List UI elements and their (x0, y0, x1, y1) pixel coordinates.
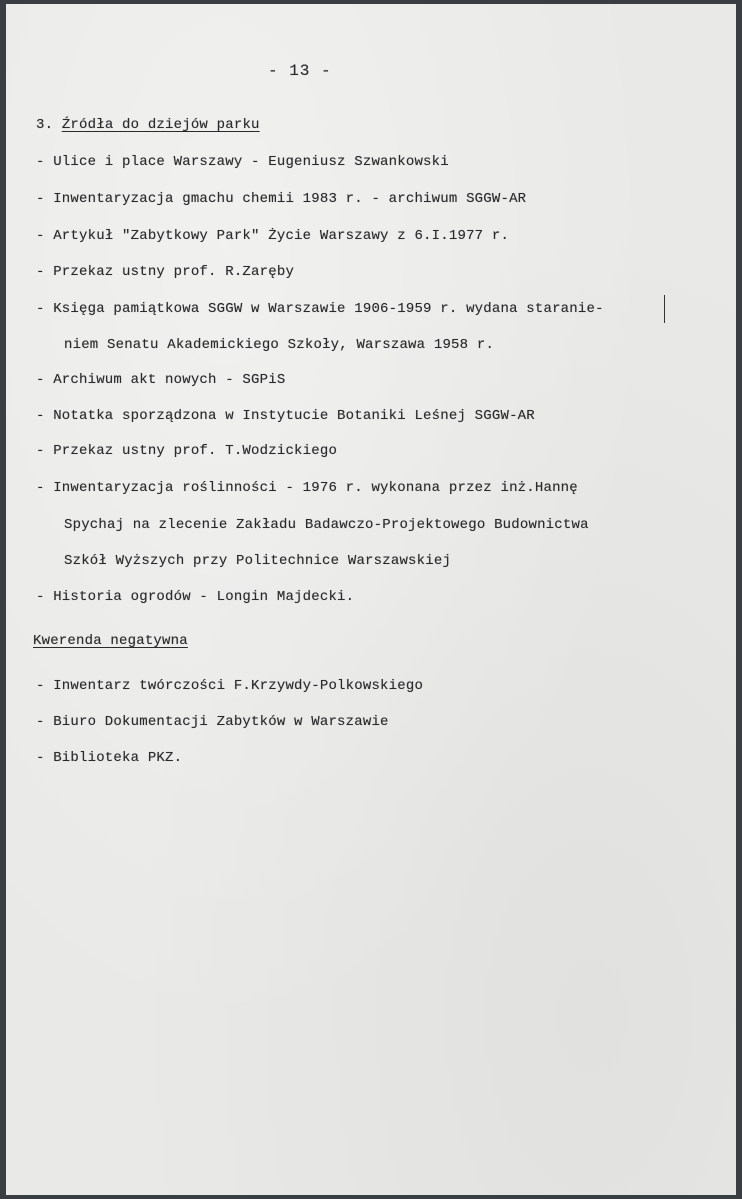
source-item-line-2: Spychaj na zlecenie Zakładu Badawczo-Projektowego Budownictwa (64, 517, 589, 533)
pen-mark (664, 295, 665, 323)
section-heading-negative-query: Kwerenda negatywna (33, 633, 188, 649)
page-number: - 13 - (268, 62, 332, 80)
source-item: - Przekaz ustny prof. T.Wodzickiego (36, 443, 338, 459)
negative-item: - Inwentarz twórczości F.Krzywdy-Polkowskiego (36, 678, 424, 694)
source-item: - Przekaz ustny prof. R.Zaręby (36, 264, 295, 280)
source-item: - Notatka sporządzona w Instytucie Botaniki Leśnej SGGW-AR (36, 408, 535, 424)
source-item-line-1: - Księga pamiątkowa SGGW w Warszawie 1906-1959 r. wydana staranie- (36, 301, 604, 317)
source-item: - Archiwum akt nowych - SGPiS (36, 372, 286, 388)
source-item: - Artykuł "Zabytkowy Park" Życie Warszawy z 6.I.1977 r. (36, 228, 510, 244)
source-item: - Ulice i place Warszawy - Eugeniusz Szwankowski (36, 154, 449, 170)
source-item-line-2: niem Senatu Akademickiego Szkoły, Warszawa 1958 r. (64, 337, 495, 353)
source-item-line-3: Szkół Wyższych przy Politechnice Warszawskiej (64, 553, 452, 569)
section-number: 3. (36, 117, 62, 133)
negative-item: - Biblioteka PKZ. (36, 750, 183, 766)
source-item-line-1: - Inwentaryzacja roślinności - 1976 r. wykonana przez inż.Hannę (36, 480, 578, 496)
section-heading-sources (36, 116, 260, 134)
source-item: - Historia ogrodów - Longin Majdecki. (36, 589, 355, 605)
section-title: Źródła do dziejów parku (61, 117, 260, 133)
negative-item: - Biuro Dokumentacji Zabytków w Warszawie (36, 714, 389, 730)
source-item: - Inwentaryzacja gmachu chemii 1983 r. - archiwum SGGW-AR (36, 191, 527, 207)
document-page (6, 4, 736, 1195)
